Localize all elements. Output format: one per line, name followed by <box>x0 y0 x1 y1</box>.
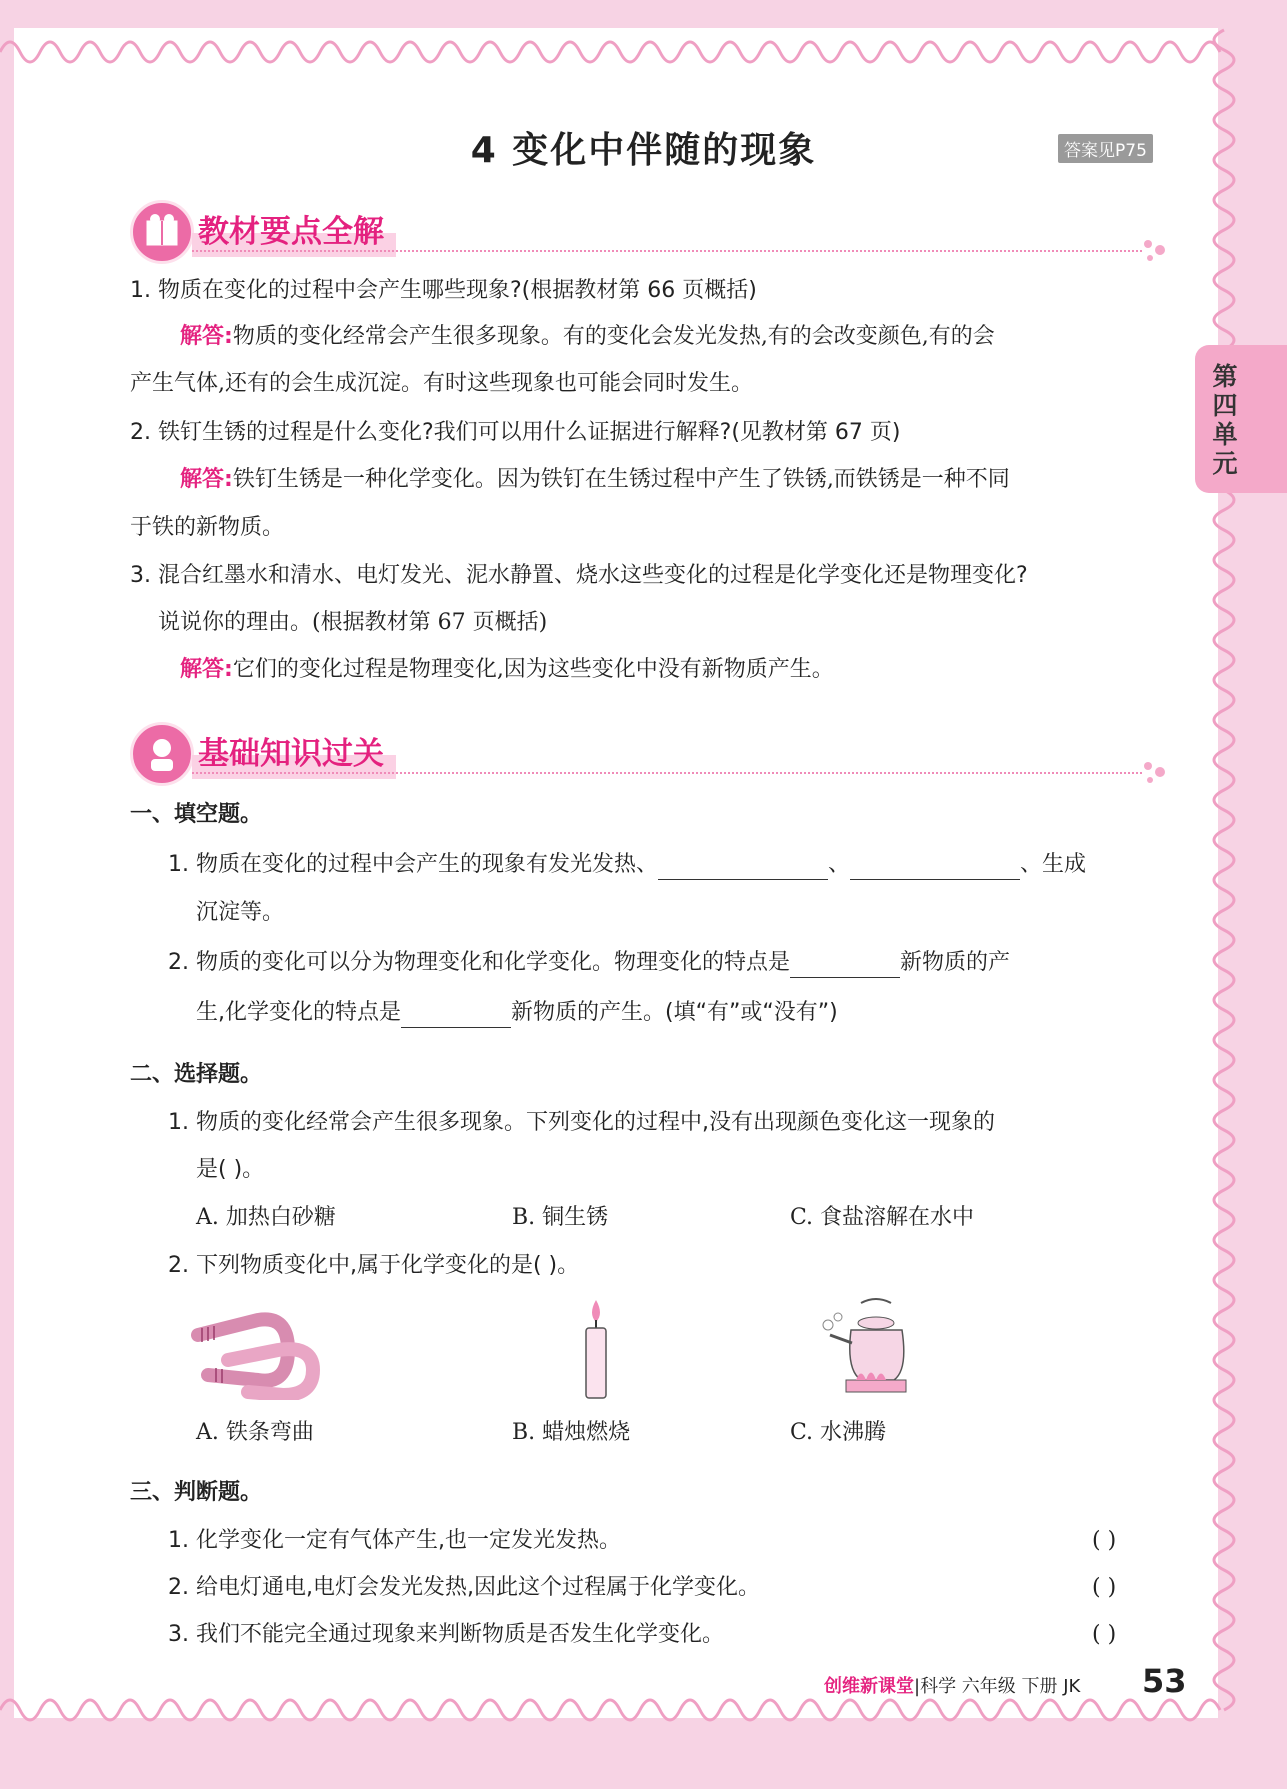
fill-blank[interactable] <box>850 857 1020 880</box>
fill-question-2-line-2 <box>196 998 838 1028</box>
page-title: 4 变化中伴随的现象 <box>470 130 817 171</box>
choice-question-2: 2. 下列物质变化中,属于化学变化的是( )。 <box>168 1253 580 1278</box>
answer-2-line-1 <box>180 465 1010 495</box>
decorative-dots-icon <box>1142 760 1170 786</box>
fill-2-text-b: 新物质的产 <box>900 950 1011 975</box>
question-1: 1. 物质在变化的过程中会产生哪些现象?(根据教材第 66 页概括) <box>130 278 757 303</box>
fill-2-text-a: 2. 物质的变化可以分为物理变化和化学变化。物理变化的特点是 <box>168 950 790 975</box>
choice-1-option-c: C. 食盐溶解在水中 <box>790 1205 975 1230</box>
fill-1-text-c: 、生成 <box>1020 852 1087 877</box>
choice-2-option-a: A. 铁条弯曲 <box>196 1420 314 1445</box>
answer-2-line-2: 于铁的新物质。 <box>130 515 285 540</box>
fill-2-text-d: 新物质的产生。(填“有”或“没有”) <box>511 1000 838 1025</box>
choice-2-option-b: B. 蜡烛燃烧 <box>512 1420 631 1445</box>
footer-subject: |科学 六年级 下册 JK <box>914 1676 1081 1697</box>
fill-question-1-line-2: 沉淀等。 <box>196 900 285 925</box>
unit-tab-label: 第四单元 <box>1212 362 1238 478</box>
answer-3-line-1 <box>180 655 834 685</box>
question-3-line-1: 3. 混合红墨水和清水、电灯发光、泥水静置、烧水这些变化的过程是化学变化还是物理变化? <box>130 563 1028 588</box>
fill-blank[interactable] <box>401 1005 511 1028</box>
footer-info <box>824 1672 1080 1698</box>
answer-1-text: 物质的变化经常会产生很多现象。有的变化会发光发热,有的会改变颜色,有的会 <box>232 324 995 349</box>
choice-question-1-line-1: 1. 物质的变化经常会产生很多现象。下列变化的过程中,没有出现颜色变化这一现象的 <box>168 1110 995 1135</box>
judge-answer-bracket[interactable]: ( ) <box>1092 1528 1117 1553</box>
fill-question-2-line-1 <box>168 948 1010 978</box>
answer-2-text: 铁钉生锈是一种化学变化。因为铁钉在生锈过程中产生了铁锈,而铁锈是一种不同 <box>232 467 1010 492</box>
question-2: 2. 铁钉生锈的过程是什么变化?我们可以用什么证据进行解释?(见教材第 67 页) <box>130 420 901 445</box>
choice-2-option-c: C. 水沸腾 <box>790 1420 887 1445</box>
wavy-border-right <box>1204 0 1244 1789</box>
dotted-divider <box>192 250 1142 252</box>
footer-brand: 创维新课堂 <box>824 1676 914 1697</box>
section-title: 教材要点全解 <box>192 204 396 257</box>
student-icon <box>130 722 194 786</box>
part-3-title: 三、判断题。 <box>130 1480 263 1505</box>
answer-label: 解答: <box>180 657 233 682</box>
fill-1-text-b: 、 <box>828 852 851 877</box>
fill-question-1-line-1 <box>168 850 1086 880</box>
answer-1-line-1 <box>180 322 995 352</box>
decorative-dots-icon <box>1142 238 1170 264</box>
boiling-kettle-image <box>816 1295 916 1400</box>
answer-label: 解答: <box>180 467 233 492</box>
dotted-divider <box>192 772 1142 774</box>
unit-tab <box>1195 345 1287 493</box>
part-1-title: 一、填空题。 <box>130 802 263 827</box>
burning-candle-image <box>578 1298 614 1403</box>
answer-3-text: 它们的变化过程是物理变化,因为这些变化中没有新物质产生。 <box>232 657 834 682</box>
section-header-basic-knowledge <box>130 722 1170 782</box>
book-icon <box>130 200 194 264</box>
question-3-line-2: 说说你的理由。(根据教材第 67 页概括) <box>158 610 548 635</box>
choice-question-1-line-2: 是( )。 <box>196 1157 265 1182</box>
judge-question-1: 1. 化学变化一定有气体产生,也一定发光发热。 <box>168 1528 621 1553</box>
answer-reference-badge: 答案见P75 <box>1058 134 1153 163</box>
section-title: 基础知识过关 <box>192 726 396 779</box>
wavy-border-top <box>0 22 1287 82</box>
fill-blank[interactable] <box>658 857 828 880</box>
judge-answer-bracket[interactable]: ( ) <box>1092 1575 1117 1600</box>
choice-1-option-a: A. 加热白砂糖 <box>196 1205 336 1230</box>
fill-2-text-c: 生,化学变化的特点是 <box>196 1000 401 1025</box>
fill-blank[interactable] <box>790 955 900 978</box>
fill-1-text-a: 1. 物质在变化的过程中会产生的现象有发光发热、 <box>168 852 658 877</box>
judge-question-2: 2. 给电灯通电,电灯会发光发热,因此这个过程属于化学变化。 <box>168 1575 760 1600</box>
page-number: 53 <box>1142 1662 1187 1700</box>
bent-iron-bar-image <box>188 1300 338 1400</box>
judge-question-3: 3. 我们不能完全通过现象来判断物质是否发生化学变化。 <box>168 1622 724 1647</box>
choice-1-option-b: B. 铜生锈 <box>512 1205 609 1230</box>
answer-1-line-2: 产生气体,还有的会生成沉淀。有时这些现象也可能会同时发生。 <box>130 371 753 396</box>
part-2-title: 二、选择题。 <box>130 1062 263 1087</box>
answer-label: 解答: <box>180 324 233 349</box>
judge-answer-bracket[interactable]: ( ) <box>1092 1622 1117 1647</box>
wavy-border-bottom <box>0 1680 1287 1740</box>
section-header-textbook-points <box>130 200 1170 260</box>
